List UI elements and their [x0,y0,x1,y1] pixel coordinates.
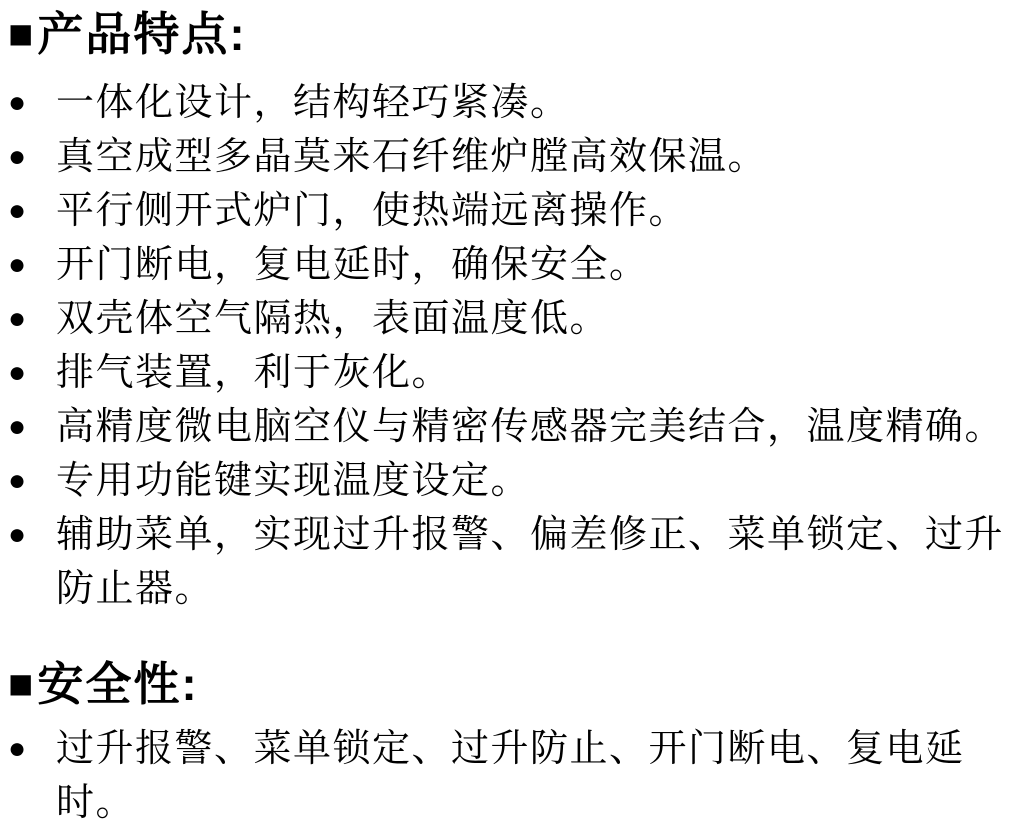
circle-bullet-icon: ● [8,410,27,443]
section-heading-features [8,6,1008,62]
section-safety [8,656,1008,824]
section-heading-text: 安全性: [37,658,199,710]
feature-item [8,454,1008,508]
square-bullet-icon: ■ [8,10,36,57]
feature-text: 专用功能键实现温度设定。 [56,460,531,502]
feature-text: 双壳体空气隔热，表面温度低。 [56,298,610,340]
feature-item [8,346,1008,400]
feature-item [8,130,1008,184]
circle-bullet-icon: ● [8,86,27,119]
feature-item [8,238,1008,292]
safety-item [8,722,1008,824]
section-heading-text: 产品特点: [37,8,247,60]
feature-text: 高精度微电脑空仪与精密传感器完美结合，温度精确。 [56,406,1005,448]
circle-bullet-icon: ● [8,464,27,497]
feature-text: 平行侧开式炉门，使热端远离操作。 [56,190,689,232]
safety-text: 过升报警、菜单锁定、过升防止、开门断电、复电延时。 [56,728,965,824]
feature-item [8,76,1008,130]
feature-item [8,400,1008,454]
circle-bullet-icon: ● [8,248,27,281]
circle-bullet-icon: ● [8,518,27,551]
circle-bullet-icon: ● [8,140,27,173]
circle-bullet-icon: ● [8,194,27,227]
circle-bullet-icon: ● [8,732,27,765]
circle-bullet-icon: ● [8,302,27,335]
feature-text: 排气装置，利于灰化。 [56,352,452,394]
feature-text: 一体化设计，结构轻巧紧凑。 [56,82,570,124]
safety-list [8,722,1008,824]
feature-item [8,292,1008,346]
feature-text: 开门断电，复电延时，确保安全。 [56,244,649,286]
section-heading-safety [8,656,1008,712]
feature-text: 辅助菜单，实现过升报警、偏差修正、菜单锁定、过升防止器。 [56,514,1005,610]
circle-bullet-icon: ● [8,356,27,389]
section-product-features [8,6,1008,616]
feature-item [8,508,1008,616]
feature-item [8,184,1008,238]
square-bullet-icon: ■ [8,660,36,707]
feature-text: 真空成型多晶莫来石纤维炉膛高效保温。 [56,136,768,178]
feature-list [8,76,1008,616]
